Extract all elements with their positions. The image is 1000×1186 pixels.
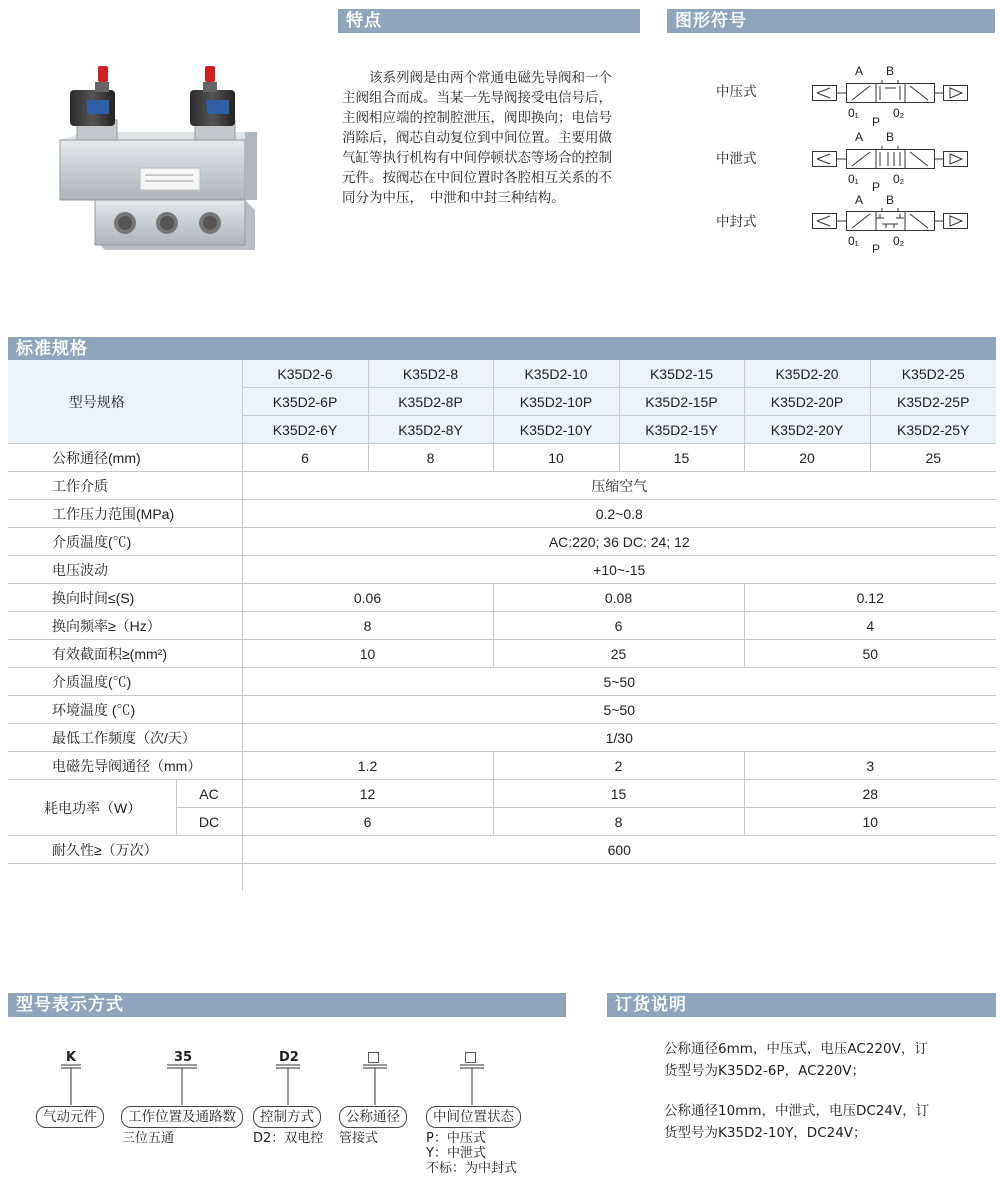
ordering-line: 公称通径10mm，中泄式，电压DC24V，订 [664, 1103, 930, 1119]
table-cell: AC:220; 36 DC: 24; 12 [242, 528, 996, 556]
table-row-empty [8, 864, 996, 892]
table-row [8, 752, 996, 780]
symbol-label: 中封式 [716, 214, 757, 230]
table-cell: K35D2-8P [368, 388, 493, 416]
table-cell: K35D2-20Y [744, 416, 870, 444]
features-text [342, 68, 642, 208]
row-label: 介质温度(℃) [8, 668, 242, 696]
table-cell: 压缩空气 [242, 472, 996, 500]
valve-symbol-icon [812, 208, 968, 234]
ordering-line: 公称通径6mm，中压式，电压AC220V，订 [664, 1041, 928, 1057]
table-cell: 15 [619, 444, 744, 472]
table-cell: 20 [744, 444, 870, 472]
table-cell: 6 [242, 444, 368, 472]
row-label: 工作介质 [8, 472, 242, 500]
table-row [8, 556, 996, 584]
valve-symbol-icon [812, 80, 968, 106]
table-cell: 2 [493, 752, 744, 780]
table-row [8, 724, 996, 752]
table-row [8, 500, 996, 528]
table-cell: 25 [870, 444, 996, 472]
note-3-5-way: 三位五通 [122, 1131, 175, 1146]
table-cell: K35D2-20P [744, 388, 870, 416]
table-cell: K35D2-6Y [242, 416, 368, 444]
table-cell: 10 [744, 808, 996, 836]
row-label: 换向时间≤(S) [8, 584, 242, 612]
port-p: P [872, 242, 881, 256]
row-label: 电压波动 [8, 556, 242, 584]
port-o2: 0₂ [893, 234, 905, 248]
table-cell: K35D2-6 [242, 360, 368, 388]
table-cell: K35D2-15P [619, 388, 744, 416]
table-cell: 4 [744, 612, 996, 640]
code-k: K [66, 1050, 77, 1065]
port-o2: 0₂ [893, 106, 905, 120]
table-cell: 1.2 [242, 752, 493, 780]
port-a: A [855, 193, 864, 207]
port-b: B [886, 64, 895, 78]
table-row [8, 444, 996, 472]
spec-header: 标准规格 [8, 337, 996, 361]
table-row [8, 836, 996, 864]
table-cell: 0.12 [744, 584, 996, 612]
row-label: 电磁先导阀通径（mm） [8, 752, 242, 780]
table-cell: K35D2-10P [493, 388, 619, 416]
ordering-line: 货型号为K35D2-6P，AC220V； [664, 1063, 866, 1079]
table-cell: 25 [493, 640, 744, 668]
note-none: 不标：为中封式 [426, 1161, 518, 1176]
table-cell: K35D2-15Y [619, 416, 744, 444]
table-cell: K35D2-10Y [493, 416, 619, 444]
table-cell: K35D2-15 [619, 360, 744, 388]
port-b: B [886, 193, 895, 207]
label-control-method: 控制方式 [253, 1106, 321, 1128]
label-positions-ports: 工作位置及通路数 [121, 1106, 243, 1128]
table-row [8, 584, 996, 612]
features-line: 气缸等执行机构有中间停顿状态等场合的控制 [342, 150, 612, 166]
port-o1: 0₁ [848, 172, 859, 186]
note-pipe-connection: 管接式 [339, 1131, 379, 1146]
table-cell: K35D2-10 [493, 360, 619, 388]
table-row [8, 668, 996, 696]
table-cell: 50 [744, 640, 996, 668]
label-nominal-bore: 公称通径 [339, 1106, 407, 1128]
table-row [8, 528, 996, 556]
table-cell: K35D2-25P [870, 388, 996, 416]
table-cell: 15 [493, 780, 744, 808]
table-cell: 8 [493, 808, 744, 836]
table-cell: 5~50 [242, 668, 996, 696]
table-cell: 0.08 [493, 584, 744, 612]
label-pneumatic-element: 气动元件 [36, 1106, 104, 1128]
table-cell: 0.2~0.8 [242, 500, 996, 528]
table-row [8, 696, 996, 724]
row-label: 介质温度(℃) [8, 528, 242, 556]
label-middle-state: 中间位置状态 [426, 1106, 521, 1128]
row-label: 工作压力范围(MPa) [8, 500, 242, 528]
table-row [8, 640, 996, 668]
table-row [8, 780, 996, 808]
table-cell: 28 [744, 780, 996, 808]
code-middle-placeholder: □ [464, 1049, 478, 1065]
row-label: 换向频率≥（Hz） [8, 612, 242, 640]
table-cell: 1/30 [242, 724, 996, 752]
features-line: 主阀相应端的控制腔泄压，阀即换向；电信号 [342, 110, 612, 126]
ordering-header: 订货说明 [607, 993, 996, 1017]
port-a: A [855, 64, 864, 78]
table-row [8, 612, 996, 640]
note-double-solenoid: D2：双电控 [253, 1131, 324, 1146]
table-row [8, 472, 996, 500]
power-dc-label: DC [176, 808, 242, 836]
table-cell: 3 [744, 752, 996, 780]
table-row [8, 360, 996, 388]
table-cell: K35D2-20 [744, 360, 870, 388]
table-cell: K35D2-8 [368, 360, 493, 388]
table-cell: 600 [242, 836, 996, 864]
row-label: 耗电功率（W） [8, 780, 176, 836]
row-label: 最低工作频度（次/天） [8, 724, 242, 752]
port-p: P [872, 115, 881, 129]
table-cell: 8 [242, 612, 493, 640]
table-cell: K35D2-25Y [870, 416, 996, 444]
ordering-example-1 [664, 1038, 994, 1082]
code-d2: D2 [279, 1050, 299, 1065]
table-cell: K35D2-25 [870, 360, 996, 388]
port-o2: 0₂ [893, 172, 905, 186]
symbol-label: 中泄式 [716, 151, 757, 167]
model-label: 型号规格 [8, 360, 242, 444]
row-label: 公称通径(mm) [8, 444, 242, 472]
row-label: 耐久性≥（万次） [8, 836, 242, 864]
features-line: 主阀组合而成。当某一先导阀接受电信号后， [342, 90, 612, 106]
row-label: 有效截面积≥(mm²) [8, 640, 242, 668]
port-o1: 0₁ [848, 234, 859, 248]
table-cell: K35D2-8Y [368, 416, 493, 444]
table-cell: K35D2-6P [242, 388, 368, 416]
power-ac-label: AC [176, 780, 242, 808]
features-line: 同分为中压， 中泄和中封三种结构。 [342, 190, 565, 206]
features-line: 该系列阀是由两个常通电磁先导阀和一个 [342, 70, 612, 86]
features-header: 特点 [338, 9, 640, 33]
note-p: P：中压式 [426, 1131, 486, 1146]
valve-product-image [55, 60, 265, 260]
ordering-line: 货型号为K35D2-10Y，DC24V； [664, 1125, 867, 1141]
table-cell: +10~-15 [242, 556, 996, 584]
port-p: P [872, 180, 881, 194]
table-cell: 5~50 [242, 696, 996, 724]
table-cell: 6 [242, 808, 493, 836]
symbol-label: 中压式 [716, 84, 757, 100]
code-35: 35 [174, 1050, 193, 1065]
port-o1: 0₁ [848, 106, 859, 120]
valve-symbol-icon [812, 146, 968, 172]
model-code-header: 型号表示方式 [8, 993, 566, 1017]
ordering-example-2 [664, 1100, 994, 1144]
table-cell: 8 [368, 444, 493, 472]
port-b: B [886, 130, 895, 144]
spec-table [8, 360, 996, 891]
features-line: 消除后，阀芯自动复位到中间位置。主要用做 [342, 130, 612, 146]
row-label: 环境温度 (℃) [8, 696, 242, 724]
table-cell: 10 [242, 640, 493, 668]
table-cell: 6 [493, 612, 744, 640]
code-bore-placeholder: □ [367, 1049, 381, 1065]
port-a: A [855, 130, 864, 144]
table-cell: 10 [493, 444, 619, 472]
table-cell: 12 [242, 780, 493, 808]
symbols-header: 图形符号 [667, 9, 995, 33]
table-cell: 0.06 [242, 584, 493, 612]
features-line: 元件。按阀芯在中间位置时各腔相互关系的不 [342, 170, 612, 186]
note-y: Y：中泄式 [426, 1146, 486, 1161]
